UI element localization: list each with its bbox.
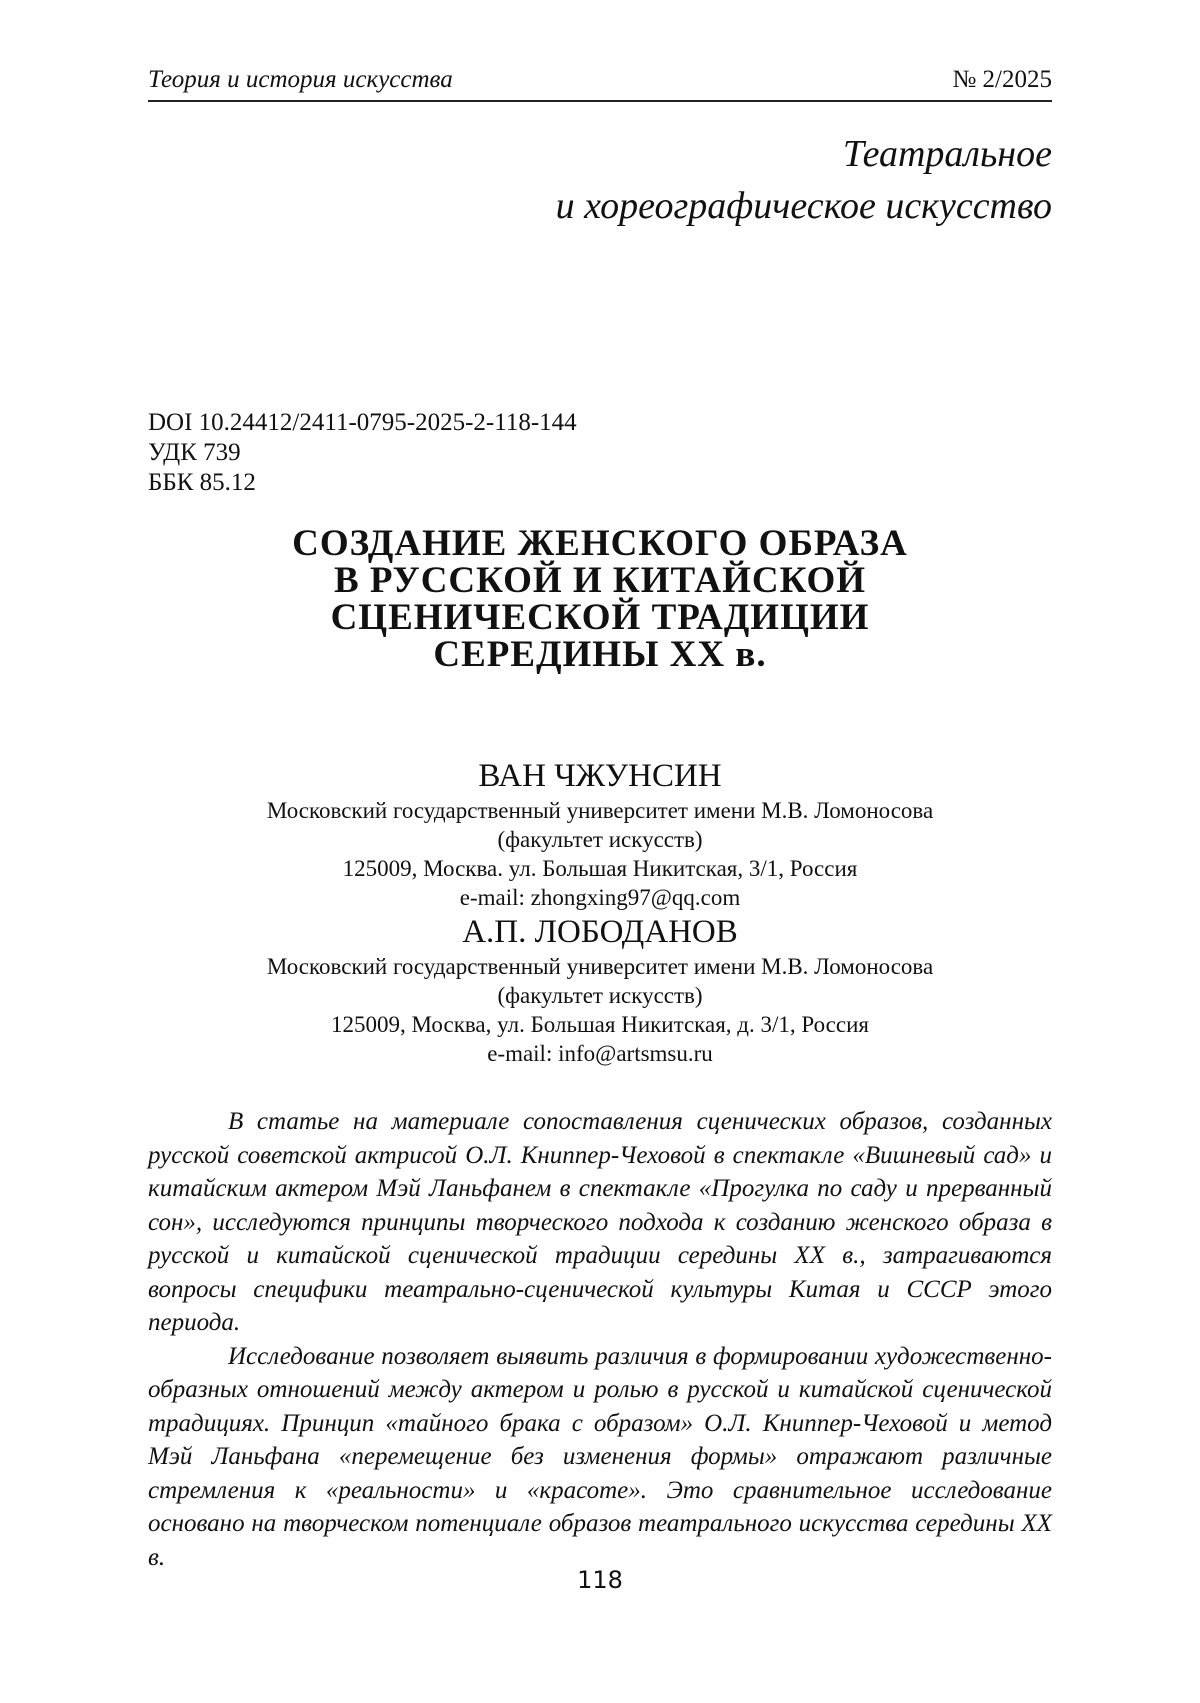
- bbk-code: ББК 85.12: [148, 468, 577, 498]
- issue-number: № 2/2025: [952, 66, 1052, 94]
- section-heading-line-1: Театральное: [556, 128, 1052, 180]
- article-title-line-2: В РУССКОЙ И КИТАЙСКОЙ: [148, 562, 1052, 599]
- abstract-paragraph-2: Исследование позволяет выявить различия в формировании художественно-образных отношений между актером и ролью в русской и китайской сценической традициях. Принцип «тайного брака с образом» О.Л. Книппер-Чеховой и метод Мэй Ланьфана «перемещение без изменения формы» отражают различные стремления к «реальности» и «красоте». Это сравнительное исследование основано на творческом потенциале образов театрального искусства середины XX в.: [148, 1340, 1052, 1575]
- author-department: (факультет искусств): [148, 981, 1052, 1010]
- abstract: [148, 1105, 1052, 1574]
- author-name: ВАН ЧЖУНСИН: [148, 756, 1052, 796]
- abstract-paragraph-1: В статье на материале сопоставления сценических образов, созданных русской советской актрисой О.Л. Книппер-Чеховой в спектакле «Вишневый сад» и китайским актером Мэй Ланьфанем в спектакле «Прогулка по саду и прерванный сон», исследуются принципы творческого подхода к созданию женского образа в русской и китайской сценической традиции середины XX в., затрагиваются вопросы специфики театрально-сценической культуры Китая и СССР этого периода.: [148, 1105, 1052, 1340]
- journal-title: Теория и история искусства: [148, 66, 453, 94]
- section-heading-line-2: и хореографическое искусство: [556, 180, 1052, 232]
- article-title-line-1: СОЗДАНИЕ ЖЕНСКОГО ОБРАЗА: [148, 525, 1052, 562]
- article-identifiers: [148, 408, 577, 498]
- udk-code: УДК 739: [148, 438, 577, 468]
- running-header: [148, 62, 1052, 102]
- author-email: e-mail: info@artsmsu.ru: [148, 1039, 1052, 1068]
- journal-page: [0, 0, 1200, 1703]
- section-heading: [556, 128, 1052, 232]
- author-block-2: [148, 912, 1052, 1068]
- author-affiliation: Московский государственный университет имени М.В. Ломоносова: [148, 796, 1052, 825]
- article-title-line-4: СЕРЕДИНЫ XX в.: [148, 636, 1052, 673]
- page-number: 118: [0, 1566, 1200, 1594]
- author-affiliation: Московский государственный университет имени М.В. Ломоносова: [148, 952, 1052, 981]
- author-department: (факультет искусств): [148, 825, 1052, 854]
- article-title: [148, 525, 1052, 673]
- author-email: e-mail: zhongxing97@qq.com: [148, 883, 1052, 912]
- author-block-1: [148, 756, 1052, 912]
- doi: DOI 10.24412/2411-0795-2025-2-118-144: [148, 408, 577, 438]
- article-title-line-3: СЦЕНИЧЕСКОЙ ТРАДИЦИИ: [148, 599, 1052, 636]
- author-address: 125009, Москва. ул. Большая Никитская, 3/1, Россия: [148, 854, 1052, 883]
- author-name: А.П. ЛОБОДАНОВ: [148, 912, 1052, 952]
- author-address: 125009, Москва, ул. Большая Никитская, д. 3/1, Россия: [148, 1010, 1052, 1039]
